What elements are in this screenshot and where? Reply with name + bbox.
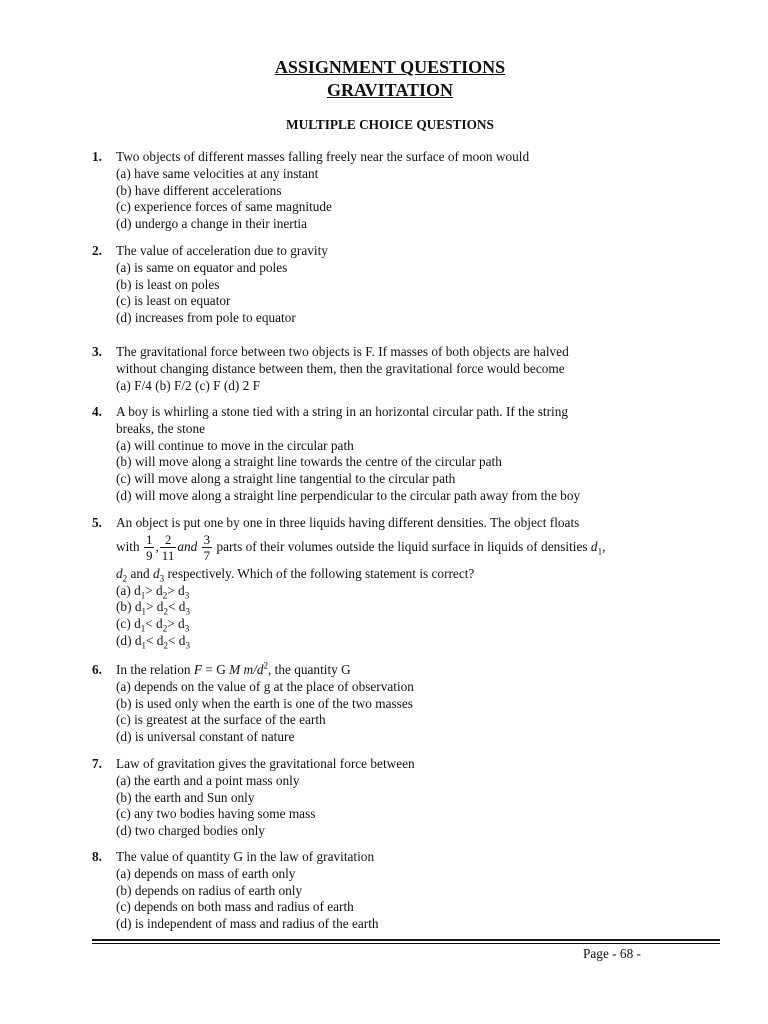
numerator: 1 xyxy=(145,531,153,547)
and-word: and xyxy=(130,565,150,581)
option-a: (a) is same on equator and poles xyxy=(116,259,288,275)
option-a: (a) depends on the value of g at the place of observation xyxy=(116,678,414,694)
stem-line-3 xyxy=(116,566,682,583)
and-text: and xyxy=(177,538,198,554)
question-6 xyxy=(92,662,682,746)
option-c: (c) experience forces of same magnitude xyxy=(116,199,332,215)
question-1 xyxy=(92,149,682,233)
question-stem: The value of acceleration due to gravity xyxy=(116,243,328,258)
question-stem-cont: breaks, the stone xyxy=(116,420,205,436)
numerator: 3 xyxy=(203,531,211,547)
d1-subscript: 1 xyxy=(597,546,603,557)
option-d: (d) is universal constant of nature xyxy=(116,729,295,745)
fraction-2 xyxy=(160,532,177,563)
option-c: (c) is least on equator xyxy=(116,293,231,309)
question-number: 8. xyxy=(92,849,102,864)
option-c: (c) is greatest at the surface of the earth xyxy=(116,712,326,728)
fraction-line xyxy=(116,532,682,566)
option-b: (b) will move along a straight line towards the centre of the circular path xyxy=(116,454,502,470)
d3-subscript: 3 xyxy=(159,573,165,584)
option-a: (a) have same velocities at any instant xyxy=(116,165,319,181)
question-number: 4. xyxy=(92,404,102,419)
d2-symbol: d xyxy=(116,565,123,581)
page-subject: GRAVITATION xyxy=(326,80,454,100)
denominator: 7 xyxy=(203,547,211,563)
d2-subscript: 2 xyxy=(122,573,128,584)
denominator: 11 xyxy=(161,547,175,563)
option-c: (c) depends on both mass and radius of earth xyxy=(116,899,354,915)
density-symbol xyxy=(591,539,605,556)
option-b: (b) have different accelerations xyxy=(116,182,282,198)
option-a: (a) will continue to move in the circular path xyxy=(116,437,354,453)
option-b: (b) the earth and Sun only xyxy=(116,789,255,805)
comma-end: , xyxy=(602,538,606,554)
question-stem: Law of gravitation gives the gravitational force between xyxy=(116,756,415,771)
question-2 xyxy=(92,243,682,327)
option-a: (a) the earth and a point mass only xyxy=(116,772,300,788)
question-5 xyxy=(92,515,682,650)
question-stem: An object is put one by one in three liquids having different densities. The object floats xyxy=(116,515,580,530)
footer-rule-thin xyxy=(92,943,720,944)
question-4 xyxy=(92,404,682,505)
option-b: (b) $d_1> d_2< d_3$ xyxy=(116,599,190,618)
footer-rule xyxy=(92,939,720,941)
question-stem: A boy is whirling a stone tied with a string in an horizontal circular path. If the string xyxy=(116,404,568,419)
question-number: 5. xyxy=(92,515,102,530)
question-8 xyxy=(92,849,682,933)
question-stem: In the relation F = G M $m/d^2$, the quantity G xyxy=(116,660,351,677)
with-text: with xyxy=(116,538,140,554)
section-heading: MULTIPLE CHOICE QUESTIONS xyxy=(286,117,494,132)
fraction-3 xyxy=(202,532,213,563)
question-number: 6. xyxy=(92,662,102,677)
denominator: 9 xyxy=(145,547,153,563)
option-d: (d) is independent of mass and radius of the earth xyxy=(116,916,379,932)
question-number: 3. xyxy=(92,344,102,359)
option-d: (d) increases from pole to equator xyxy=(116,310,296,326)
option-a: (a) $d_1> d_2> d_3$ xyxy=(116,582,190,601)
page-number: Page - 68 - xyxy=(583,946,641,961)
question-number: 7. xyxy=(92,756,102,771)
d1-symbol: d xyxy=(590,538,598,554)
question-stem: Two objects of different masses falling freely near the surface of moon would xyxy=(116,149,530,164)
question-number: 1. xyxy=(92,149,102,164)
page-title: ASSIGNMENT QUESTIONS xyxy=(274,57,506,77)
question-stem: The gravitational force between two objects is F. If masses of both objects are halved xyxy=(116,344,569,359)
question-number: 2. xyxy=(92,243,102,258)
numerator: 2 xyxy=(160,532,177,548)
option-c: (c) any two bodies having some mass xyxy=(116,806,316,822)
option-c: (c) will move along a straight line tangential to the circular path xyxy=(116,471,456,487)
question-7 xyxy=(92,756,682,840)
option-b: (b) is least on poles xyxy=(116,276,220,292)
stem-cont: parts of their volumes outside the liquid surface in liquids of densities xyxy=(216,538,588,554)
comma: , xyxy=(155,538,159,554)
option-d: (d) $d_1< d_2< d_3$ xyxy=(116,632,190,651)
fraction-1 xyxy=(144,532,155,563)
option-d: (d) two charged bodies only xyxy=(116,823,265,839)
option-b: (b) depends on radius of earth only xyxy=(116,882,303,898)
option-a: (a) depends on mass of earth only xyxy=(116,865,296,881)
option-d: (d) will move along a straight line perpendicular to the circular path away from the boy xyxy=(116,487,581,503)
d3-symbol: d xyxy=(153,565,160,581)
options-inline: (a) F/4 (b) F/2 (c) F (d) 2 F xyxy=(116,377,261,393)
option-b: (b) is used only when the earth is one of the two masses xyxy=(116,695,413,711)
stem-text: respectively. Which of the following statement is correct? xyxy=(167,565,475,581)
option-d: (d) undergo a change in their inertia xyxy=(116,216,308,232)
question-3 xyxy=(92,344,682,394)
option-c: (c) $d_1< d_2> d_3$ xyxy=(116,616,190,634)
question-stem-cont: without changing distance between them, then the gravitational force would become xyxy=(116,360,565,376)
question-stem: The value of quantity G in the law of gravitation xyxy=(116,849,375,864)
